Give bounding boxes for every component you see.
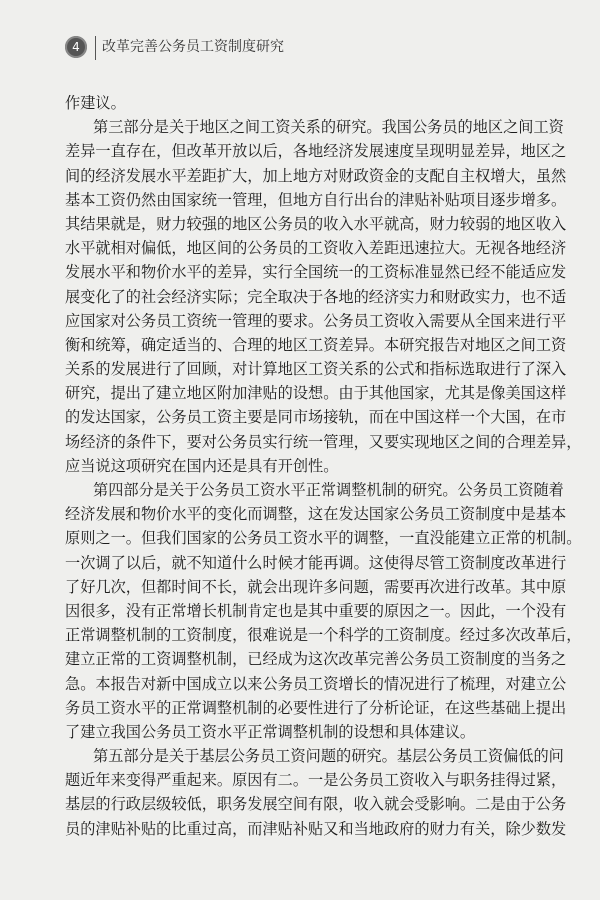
text-line: 务员工资水平的正常调整机制的必要性进行了分析论证，在这些基础上提出 xyxy=(65,698,567,717)
text-line: 一次调了以后，就不知道什么时候才能再调。这使得尽管工资制度改革进行 xyxy=(65,553,567,572)
text-line: 关系的发展进行了回顾，对计算地区工资关系的公式和指标选取进行了深入 xyxy=(65,360,567,379)
body-text xyxy=(65,91,582,841)
text-line: 因很多，没有正常增长机制肯定也是其中重要的原因之一。因此，一个没有 xyxy=(65,601,567,620)
paragraph-first-line: 第五部分是关于基层公务员工资问题的研究。基层公务员工资偏低的问 xyxy=(93,747,564,766)
text-line: 其结果就是，财力较强的地区公务员的收入水平就高，财力较弱的地区收入 xyxy=(65,214,567,233)
text-line: 发展水平和物价水平的差异，实行全国统一的工资标准显然已经不能适应发 xyxy=(65,263,567,282)
text-line: 研究，提出了建立地区附加津贴的设想。由于其他国家，尤其是像美国这样 xyxy=(65,384,567,403)
text-line: 间的经济发展水平差距扩大，加上地方对财政资金的支配自主权增大，虽然 xyxy=(65,166,567,185)
header-divider xyxy=(95,36,96,60)
text-line: 了好几次，但都时间不长，就会出现许多问题，需要再次进行改革。其中原 xyxy=(65,577,567,596)
text-line: 经济发展和物价水平的变化而调整，这在发达国家公务员工资制度中是基本 xyxy=(65,505,567,524)
text-line: 水平就相对偏低，地区间的公务员的工资收入差距迅速拉大。无视各地经济 xyxy=(65,239,567,258)
text-line: 衡和统筹，确定适当的、合理的地区工资差异。本研究报告对地区之间工资 xyxy=(65,335,567,354)
text-line: 的发达国家，公务员工资主要是同市场接轨，而在中国这样一个大国，在市 xyxy=(65,408,567,427)
text-line: 基本工资仍然由国家统一管理，但地方自行出台的津贴补贴项目逐步增多。 xyxy=(65,190,567,209)
text-line: 题近年来变得严重起来。原因有二。一是公务员工资收入与职务挂得过紧， xyxy=(65,771,567,790)
text-line: 差异一直存在，但改革开放以后，各地经济发展速度呈现明显差异，地区之 xyxy=(65,142,567,161)
paragraph-first-line: 第三部分是关于地区之间工资关系的研究。我国公务员的地区之间工资 xyxy=(93,118,564,137)
text-line: 建立正常的工资调整机制，已经成为这次改革完善公务员工资制度的当务之 xyxy=(65,650,567,669)
text-line: 场经济的条件下，要对公务员实行统一管理，又要实现地区之间的合理差异， xyxy=(65,432,582,451)
text-line: 作建议。 xyxy=(65,94,126,112)
text-line: 员的津贴补贴的比重过高，而津贴补贴又和当地政府的财力有关，除少数发 xyxy=(65,819,567,838)
text-line: 展变化了的社会经济实际；完全取决于各地的经济实力和财政实力，也不适 xyxy=(65,287,567,306)
text-line: 正常调整机制的工资制度，很难说是一个科学的工资制度。经过多次改革后， xyxy=(65,626,582,645)
running-title: 改革完善公务员工资制度研究 xyxy=(102,39,284,55)
page-header xyxy=(0,0,600,66)
text-line: 原则之一。但我们国家的公务员工资水平的调整，一直没能建立正常的机制。 xyxy=(65,529,582,548)
text-line: 急。本报告对新中国成立以来公务员工资增长的情况进行了梳理，对建立公 xyxy=(65,674,567,693)
text-line: 应国家对公务员工资统一管理的要求。公务员工资收入需要从全国来进行平 xyxy=(65,311,567,330)
text-line: 基层的行政层级较低，职务发展空间有限，收入就会受影响。二是由于公务 xyxy=(65,795,567,814)
text-line: 了建立我国公务员工资水平正常调整机制的设想和具体建议。 xyxy=(65,722,476,741)
text-line: 应当说这项研究在国内还是具有开创性。 xyxy=(65,456,339,475)
paragraph-first-line: 第四部分是关于公务员工资水平正常调整机制的研究。公务员工资随着 xyxy=(93,481,564,499)
page-number: 4 xyxy=(65,36,87,58)
